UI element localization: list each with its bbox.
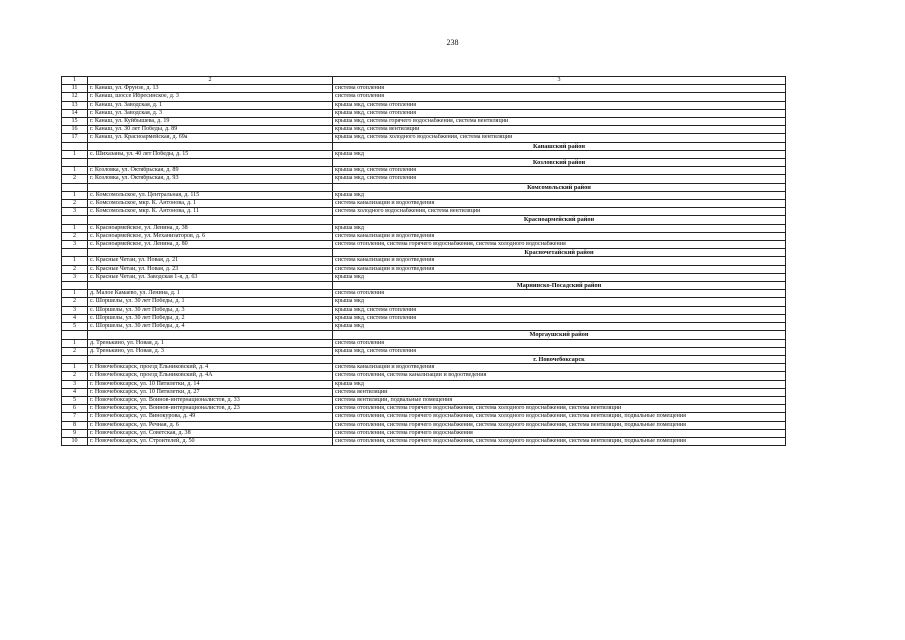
table-row bbox=[62, 241, 786, 249]
table-row bbox=[62, 323, 786, 331]
row-number: 3 bbox=[62, 306, 88, 314]
table-row bbox=[62, 257, 786, 265]
address-cell: г. Канаш, ул. Куйбышева, д. 19 bbox=[88, 118, 333, 126]
table-row bbox=[62, 118, 786, 126]
table-row bbox=[62, 421, 786, 429]
row-number: 2 bbox=[62, 298, 88, 306]
table-row bbox=[62, 347, 786, 355]
address-cell: с. Красные Четаи, ул. Заводская 1-я, д. 63 bbox=[88, 273, 333, 281]
address-cell: д. Тренькино, ул. Новая, д. 3 bbox=[88, 347, 333, 355]
work-type-cell: система канализации и водоотведения bbox=[333, 257, 786, 265]
row-number: 5 bbox=[62, 396, 88, 404]
district-blank-cell bbox=[88, 159, 333, 167]
row-number: 1 bbox=[62, 257, 88, 265]
row-number: 16 bbox=[62, 126, 88, 134]
address-cell: с. Красноармейское, ул. Ленина, д. 80 bbox=[88, 241, 333, 249]
table-row bbox=[62, 200, 786, 208]
work-type-cell: система отопления, система горячего водоснабжения bbox=[333, 429, 786, 437]
district-blank-cell bbox=[62, 331, 88, 339]
district-header-row bbox=[62, 331, 786, 339]
address-cell: г. Новочебоксарск, ул. Воинов-интернационалистов, д. 33 bbox=[88, 396, 333, 404]
work-type-cell: крыша мкд, система отопления bbox=[333, 347, 786, 355]
page-number: 238 bbox=[446, 38, 459, 47]
row-number: 2 bbox=[62, 347, 88, 355]
address-cell: с. Шоршелы, ул. 30 лет Победы, д. 2 bbox=[88, 314, 333, 322]
row-number: 3 bbox=[62, 273, 88, 281]
address-cell: г. Канаш, ул. Заводская, д. 1 bbox=[88, 101, 333, 109]
table-row bbox=[62, 265, 786, 273]
work-type-cell: крыша мкд, система отопления bbox=[333, 167, 786, 175]
table-row bbox=[62, 224, 786, 232]
work-type-cell: крыша мкд, система холодного водоснабжения, система вентиляции bbox=[333, 134, 786, 142]
district-name: Мариинско-Посадский район bbox=[333, 282, 786, 290]
table-row bbox=[62, 85, 786, 93]
row-number: 1 bbox=[62, 191, 88, 199]
table-row bbox=[62, 388, 786, 396]
work-type-cell: крыша мкд bbox=[333, 273, 786, 281]
table-row bbox=[62, 167, 786, 175]
address-cell: г. Канаш, ул. Фрунзе, д. 13 bbox=[88, 85, 333, 93]
table-row bbox=[62, 413, 786, 421]
address-cell: с. Комсомольское, мкр. К. Антонова, д. 11 bbox=[88, 208, 333, 216]
row-number: 1 bbox=[62, 364, 88, 372]
row-number: 1 bbox=[62, 167, 88, 175]
address-cell: г. Новочебоксарск, ул. Строителей, д. 50 bbox=[88, 437, 333, 445]
address-cell: с. Красные Четаи, ул. Новая, д. 21 bbox=[88, 257, 333, 265]
address-cell: д. Малое Камаево, ул. Ленина, д. 1 bbox=[88, 290, 333, 298]
table-row bbox=[62, 109, 786, 117]
row-number: 1 bbox=[62, 290, 88, 298]
row-number: 15 bbox=[62, 118, 88, 126]
table-row bbox=[62, 101, 786, 109]
district-blank-cell bbox=[88, 183, 333, 191]
row-number: 4 bbox=[62, 314, 88, 322]
district-header-row bbox=[62, 355, 786, 363]
district-name: Козловский район bbox=[333, 159, 786, 167]
address-cell: с. Красные Четаи, ул. Новая, д. 23 bbox=[88, 265, 333, 273]
work-type-cell: крыша мкд, система отопления bbox=[333, 314, 786, 322]
district-blank-cell bbox=[88, 249, 333, 257]
work-type-cell: система отопления, система горячего водоснабжения, система холодного водоснабжения, система вентиляции, подвальные помещения bbox=[333, 413, 786, 421]
address-cell: с. Шихазаны, ул. 40 лет Победы, д. 15 bbox=[88, 150, 333, 158]
row-number: 6 bbox=[62, 405, 88, 413]
column-number-2: 2 bbox=[88, 77, 333, 85]
row-number: 2 bbox=[62, 232, 88, 240]
table-row bbox=[62, 364, 786, 372]
work-type-cell: система канализации и водоотведения bbox=[333, 364, 786, 372]
district-blank-cell bbox=[62, 355, 88, 363]
work-type-cell: система холодного водоснабжения, система вентиляции bbox=[333, 208, 786, 216]
table-row bbox=[62, 380, 786, 388]
table-row bbox=[62, 290, 786, 298]
table-row bbox=[62, 405, 786, 413]
work-type-cell: крыша мкд, система вентиляции bbox=[333, 126, 786, 134]
address-cell: с. Шоршелы, ул. 30 лет Победы, д. 4 bbox=[88, 323, 333, 331]
address-cell: г. Новочебоксарск, ул. Советская, д. 38 bbox=[88, 429, 333, 437]
work-type-cell: крыша мкд, система отопления bbox=[333, 109, 786, 117]
row-number: 9 bbox=[62, 429, 88, 437]
table-row bbox=[62, 232, 786, 240]
table-row bbox=[62, 339, 786, 347]
table-row bbox=[62, 150, 786, 158]
row-number: 11 bbox=[62, 85, 88, 93]
address-cell: г. Козловка, ул. Октябрьская, д. 89 bbox=[88, 167, 333, 175]
district-header-row bbox=[62, 216, 786, 224]
table-row bbox=[62, 191, 786, 199]
district-blank-cell bbox=[62, 249, 88, 257]
address-cell: с. Красноармейское, ул. Ленина, д. 38 bbox=[88, 224, 333, 232]
district-name: Комсомольский район bbox=[333, 183, 786, 191]
row-number: 7 bbox=[62, 413, 88, 421]
address-cell: г. Канаш, ул. Заводская, д. 3 bbox=[88, 109, 333, 117]
work-type-cell: крыша мкд bbox=[333, 224, 786, 232]
row-number: 2 bbox=[62, 175, 88, 183]
work-type-cell: система канализации и водоотведения bbox=[333, 200, 786, 208]
row-number: 12 bbox=[62, 93, 88, 101]
district-header-row bbox=[62, 183, 786, 191]
work-type-cell: крыша мкд, система отопления bbox=[333, 175, 786, 183]
district-blank-cell bbox=[62, 142, 88, 150]
row-number: 1 bbox=[62, 150, 88, 158]
work-type-cell: система вентиляции, подвальные помещения bbox=[333, 396, 786, 404]
address-cell: г. Новочебоксарск, ул. Винокурова, д. 49 bbox=[88, 413, 333, 421]
row-number: 4 bbox=[62, 388, 88, 396]
work-type-cell: система отопления, система горячего водоснабжения, система холодного водоснабжения, система вентиляции bbox=[333, 405, 786, 413]
work-type-cell: система канализации и водоотведения bbox=[333, 265, 786, 273]
work-type-cell: система вентиляции bbox=[333, 388, 786, 396]
table-row bbox=[62, 126, 786, 134]
district-header-row bbox=[62, 159, 786, 167]
work-type-cell: система отопления bbox=[333, 339, 786, 347]
address-cell: г. Новочебоксарск, ул. Воинов-интернационалистов, д. 23 bbox=[88, 405, 333, 413]
row-number: 14 bbox=[62, 109, 88, 117]
table-row bbox=[62, 372, 786, 380]
address-cell: с. Комсомольское, мкр. К. Антонова, д. 1 bbox=[88, 200, 333, 208]
district-header-row bbox=[62, 249, 786, 257]
district-name: Красноармейский район bbox=[333, 216, 786, 224]
row-number: 1 bbox=[62, 224, 88, 232]
district-blank-cell bbox=[62, 216, 88, 224]
address-cell: с. Шоршелы, ул. 30 лет Победы, д. 1 bbox=[88, 298, 333, 306]
address-cell: г. Новочебоксарск, ул. Речная, д. 6 bbox=[88, 421, 333, 429]
work-type-cell: крыша мкд, система отопления bbox=[333, 101, 786, 109]
district-blank-cell bbox=[62, 282, 88, 290]
row-number: 5 bbox=[62, 323, 88, 331]
table-body bbox=[62, 77, 786, 446]
column-numbers-row bbox=[62, 77, 786, 85]
row-number: 1 bbox=[62, 339, 88, 347]
district-blank-cell bbox=[88, 355, 333, 363]
work-type-cell: система отопления, система горячего водоснабжения, система холодного водоснабжения, система вентиляции, подвальные помещения bbox=[333, 421, 786, 429]
district-blank-cell bbox=[88, 142, 333, 150]
table-row bbox=[62, 437, 786, 445]
table-row bbox=[62, 93, 786, 101]
work-type-cell: система канализации и водоотведения bbox=[333, 232, 786, 240]
row-number: 3 bbox=[62, 208, 88, 216]
address-cell: с. Комсомольское, ул. Центральная, д. 115 bbox=[88, 191, 333, 199]
district-header-row bbox=[62, 142, 786, 150]
work-type-cell: система отопления, система горячего водоснабжения, система холодного водоснабжения bbox=[333, 241, 786, 249]
row-number: 3 bbox=[62, 380, 88, 388]
row-number: 2 bbox=[62, 200, 88, 208]
address-cell: г. Канаш, ул. Красноармейская, д. 69а bbox=[88, 134, 333, 142]
table-row bbox=[62, 273, 786, 281]
district-name: Красночетайский район bbox=[333, 249, 786, 257]
repair-objects-table bbox=[61, 76, 786, 446]
work-type-cell: крыша мкд bbox=[333, 380, 786, 388]
district-blank-cell bbox=[88, 282, 333, 290]
work-type-cell: система отопления, система канализации и водоотведения bbox=[333, 372, 786, 380]
work-type-cell: система отопления, система горячего водоснабжения, система холодного водоснабжения, система вентиляции, подвальные помещения bbox=[333, 437, 786, 445]
work-type-cell: крыша мкд bbox=[333, 298, 786, 306]
work-type-cell: крыша мкд, система горячего водоснабжения, система вентиляции bbox=[333, 118, 786, 126]
district-name: Канашский район bbox=[333, 142, 786, 150]
table-row bbox=[62, 175, 786, 183]
work-type-cell: система отопления bbox=[333, 85, 786, 93]
table-row bbox=[62, 208, 786, 216]
district-name: Моргаушский район bbox=[333, 331, 786, 339]
work-type-cell: крыша мкд bbox=[333, 150, 786, 158]
row-number: 17 bbox=[62, 134, 88, 142]
table-row bbox=[62, 306, 786, 314]
work-type-cell: крыша мкд, система отопления bbox=[333, 306, 786, 314]
table-row bbox=[62, 134, 786, 142]
row-number: 10 bbox=[62, 437, 88, 445]
work-type-cell: система отопления bbox=[333, 290, 786, 298]
table-row bbox=[62, 314, 786, 322]
work-type-cell: система отопления bbox=[333, 93, 786, 101]
address-cell: г. Канаш, ул. 30 лет Победы, д. 89 bbox=[88, 126, 333, 134]
row-number: 13 bbox=[62, 101, 88, 109]
column-number-3: 3 bbox=[333, 77, 786, 85]
row-number: 3 bbox=[62, 241, 88, 249]
row-number: 8 bbox=[62, 421, 88, 429]
district-blank-cell bbox=[62, 183, 88, 191]
row-number: 2 bbox=[62, 372, 88, 380]
address-cell: г. Новочебоксарск, проезд Ельниковский, д. 4А bbox=[88, 372, 333, 380]
row-number: 2 bbox=[62, 265, 88, 273]
address-cell: г. Новочебоксарск, ул. 10 Пятилетки, д. 14 bbox=[88, 380, 333, 388]
work-type-cell: крыша мкд bbox=[333, 191, 786, 199]
district-blank-cell bbox=[88, 216, 333, 224]
district-blank-cell bbox=[88, 331, 333, 339]
address-cell: г. Козловка, ул. Октябрьская, д. 93 bbox=[88, 175, 333, 183]
address-cell: с. Красноармейское, ул. Механизаторов, д. 6 bbox=[88, 232, 333, 240]
address-cell: г. Канаш, шоссе Ибресинское, д. 3 bbox=[88, 93, 333, 101]
column-number-1: 1 bbox=[62, 77, 88, 85]
table-row bbox=[62, 429, 786, 437]
address-cell: г. Новочебоксарск, ул. 10 Пятилетки, д. 27 bbox=[88, 388, 333, 396]
district-header-row bbox=[62, 282, 786, 290]
work-type-cell: крыша мкд bbox=[333, 323, 786, 331]
table-row bbox=[62, 298, 786, 306]
address-cell: с. Шоршелы, ул. 30 лет Победы, д. 3 bbox=[88, 306, 333, 314]
district-name: г. Новочебоксарск bbox=[333, 355, 786, 363]
address-cell: г. Новочебоксарск, проезд Ельниковский, д. 4 bbox=[88, 364, 333, 372]
district-blank-cell bbox=[62, 159, 88, 167]
address-cell: д. Тренькино, ул. Новая, д. 1 bbox=[88, 339, 333, 347]
table-row bbox=[62, 396, 786, 404]
